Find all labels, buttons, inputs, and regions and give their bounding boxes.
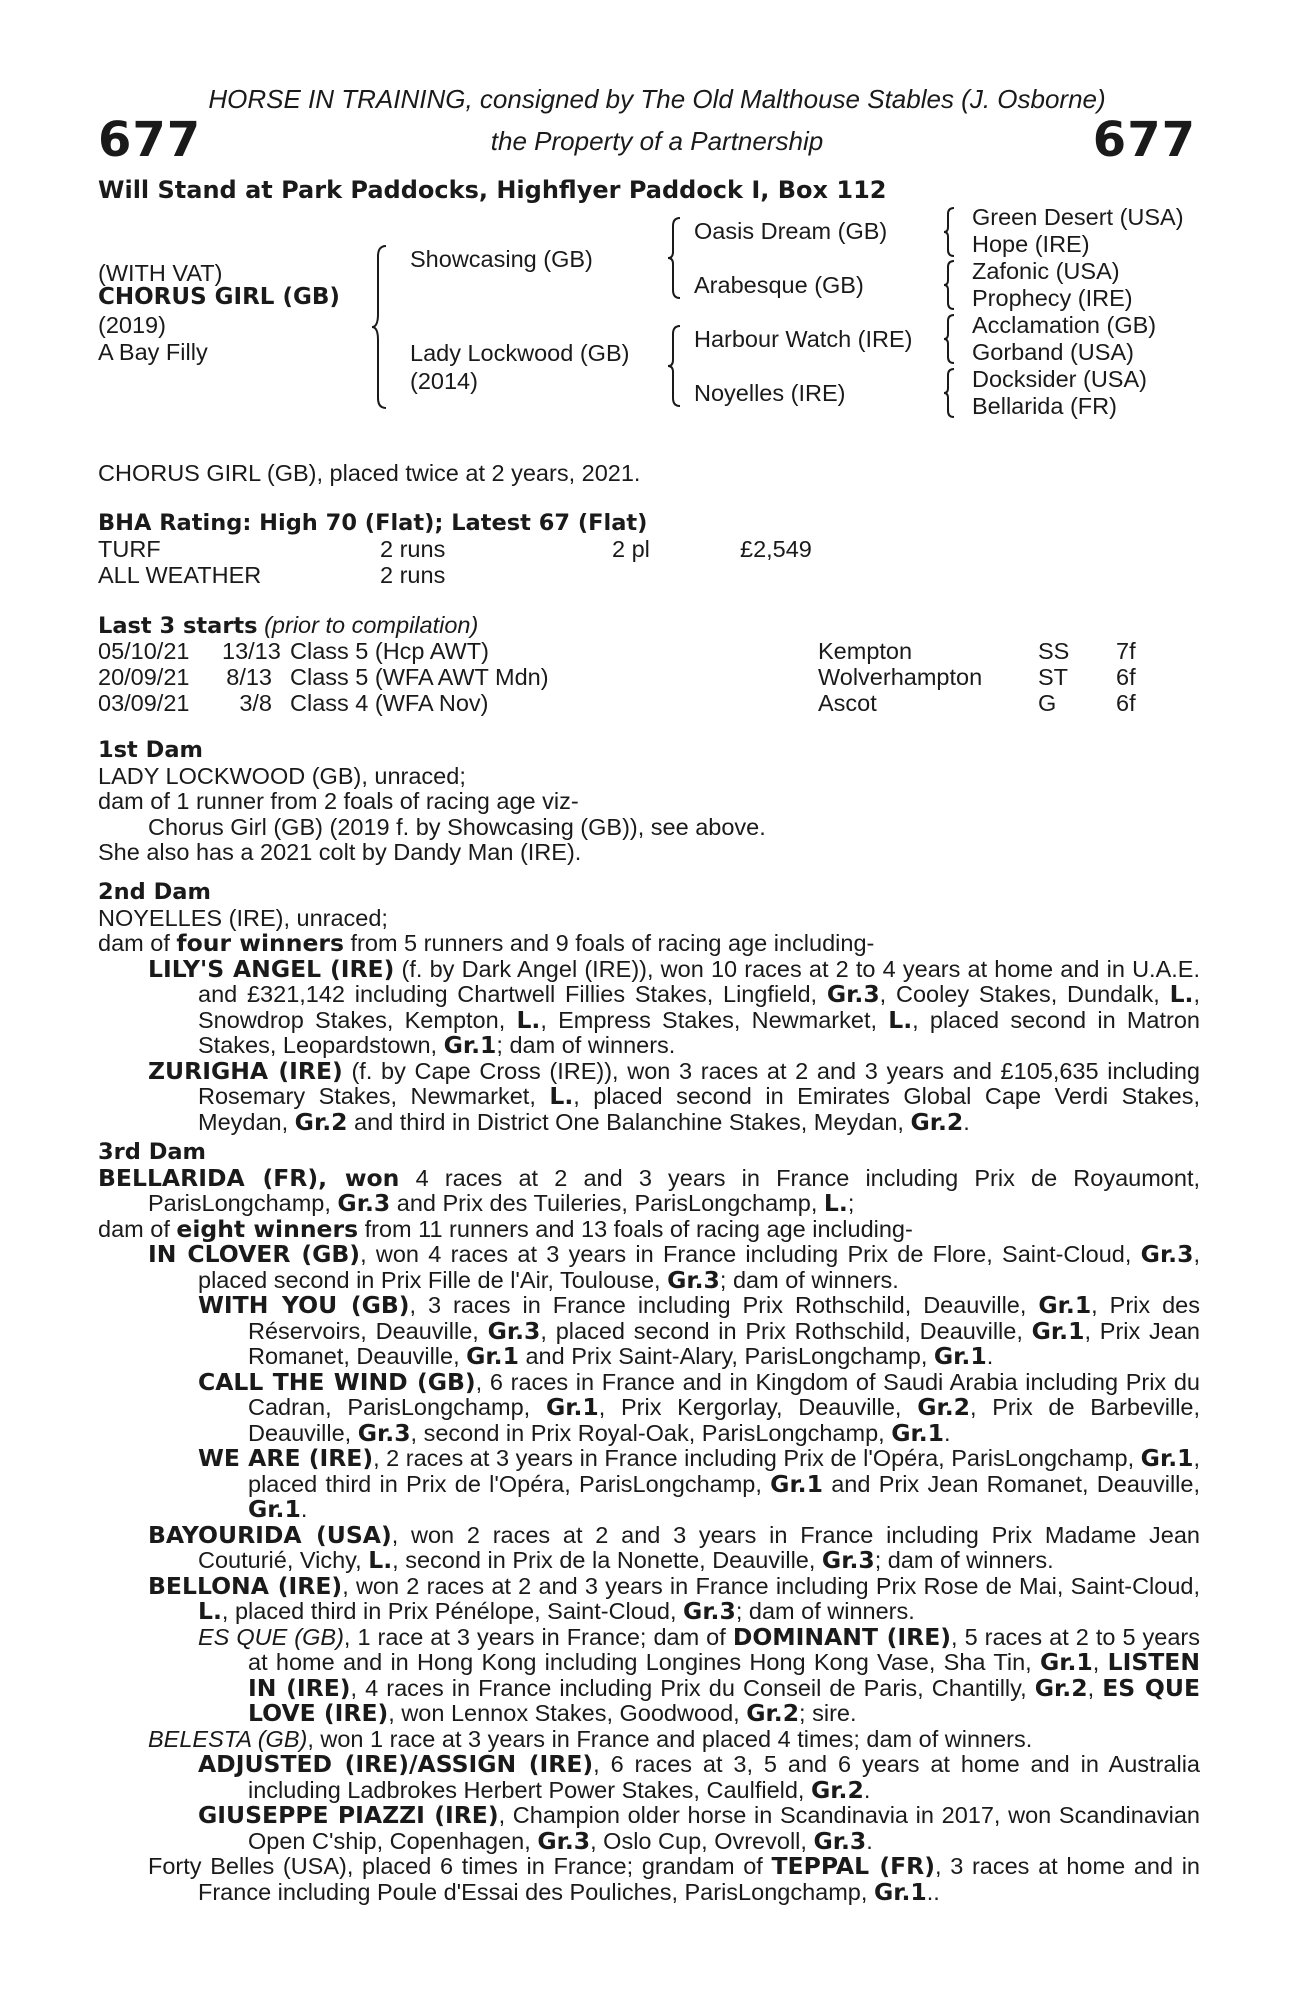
property-line: the Property of a Partnership	[490, 126, 824, 156]
start-course: Ascot	[818, 690, 877, 716]
start-date: 03/09/21	[98, 690, 190, 716]
produce-entry: ADJUSTED (IRE)/ASSIGN (IRE), 6 races at 3, 5 and 6 years at home and in Australia including Ladbrokes Herbert Power Stakes, Caulfield, Gr.2.	[198, 1750, 1200, 1804]
dam-line: dam of 1 runner from 2 foals of racing age viz-	[98, 788, 579, 814]
produce-entry: BELLONA (IRE), won 2 races at 2 and 3 years in France including Prix Rose de Mai, Saint-Cloud, L., placed third in Prix Pénélope, Saint-Cloud, Gr.3; dam of winners.	[148, 1571, 1200, 1625]
third-dam-section	[98, 1140, 1200, 1905]
dam-line: dam of four winners from 5 runners and 9 foals of racing age including-	[98, 929, 875, 957]
start-distance: 6f	[1116, 690, 1136, 716]
start-position: 8/13	[226, 664, 272, 690]
race-summary: CHORUS GIRL (GB), placed twice at 2 years, 2021.	[98, 460, 641, 486]
produce-entry: ZURIGHA (IRE) (f. by Cape Cross (IRE)), won 3 races at 2 and 3 years and £105,635 including Rosemary Stakes, Newmarket, L., placed second in Emirates Global Cape Verdi Stakes, Meydan, Gr.2 and third in District One Balanchine Stakes, Meydan, Gr.2.	[148, 1056, 1200, 1136]
produce-entry: GIUSEPPE PIAZZI (IRE), Champion older horse in Scandinavia in 2017, won Scandinavian Open C'ship, Copenhagen, Gr.3, Oslo Cup, Ovrevoll, Gr.3.	[198, 1801, 1200, 1855]
dam-line: dam of eight winners from 11 runners and 13 foals of racing age including-	[98, 1214, 913, 1243]
start-date: 20/09/21	[98, 664, 190, 690]
earnings: £2,549	[740, 536, 812, 562]
horse-description: A Bay Filly	[98, 339, 208, 365]
last-starts-heading	[98, 612, 478, 639]
section-title: 2nd Dam	[98, 879, 211, 905]
pedigree-brace	[372, 244, 392, 410]
lot-number-right: 677	[1092, 112, 1196, 168]
section-title: 1st Dam	[98, 737, 203, 763]
dam-sire-sire: Acclamation (GB)	[972, 312, 1157, 338]
dam-dam-dam: Bellarida (FR)	[972, 393, 1117, 419]
horse-name: CHORUS GIRL (GB)	[98, 284, 340, 310]
first-dam-section	[98, 738, 1200, 866]
dam-sire-dam: Gorband (USA)	[972, 339, 1134, 365]
sd-brace	[944, 259, 958, 311]
sire-sire-sire: Green Desert (USA)	[972, 204, 1184, 230]
foaling-year: (2019)	[98, 312, 166, 338]
start-distance: 6f	[1116, 664, 1136, 690]
produce-entry: WITH YOU (GB), 3 races in France including Prix Rothschild, Deauville, Gr.1, Prix des Réservoirs, Deauville, Gr.3, placed second in Prix Rothschild, Deauville, Gr.1, Prix Jean Romanet, Deauville, Gr.1 and Prix Saint-Alary, ParisLongchamp, Gr.1.	[198, 1291, 1200, 1370]
lot-number-left: 677	[98, 112, 202, 168]
dam: Lady Lockwood (GB)	[410, 340, 630, 366]
produce-entry: CALL THE WIND (GB), 6 races in France and in Kingdom of Saudi Arabia including Prix du Cadran, ParisLongchamp, Gr.1, Prix Kergorlay, Deauville, Gr.2, Prix de Barbeville, Deauville, Gr.3, second in Prix Royal-Oak, ParisLongchamp, Gr.1.	[198, 1367, 1201, 1447]
last-starts-title: Last 3 starts	[98, 613, 258, 639]
dam-entry: BELLARIDA (FR), won 4 races at 2 and 3 years in France including Prix de Royaumont, ParisLongchamp, Gr.3 and Prix des Tuileries, ParisLongchamp, L.;	[98, 1163, 1201, 1217]
produce-entry: IN CLOVER (GB), won 4 races at 3 years in France including Prix de Flore, Saint-Cloud, Gr.3, placed second in Prix Fille de l'Air, Toulouse, Gr.3; dam of winners.	[148, 1240, 1200, 1294]
dam-line: LADY LOCKWOOD (GB), unraced;	[98, 762, 466, 789]
dam-line: She also has a 2021 colt by Dandy Man (IRE).	[98, 839, 582, 865]
sire-sire-dam: Hope (IRE)	[972, 231, 1090, 257]
runs: 2 runs	[380, 562, 446, 588]
produce-entry: BELESTA (GB), won 1 race at 3 years in France and placed 4 times; dam of winners.	[148, 1725, 1033, 1752]
start-going: ST	[1038, 664, 1069, 690]
dd-brace	[944, 367, 958, 419]
start-going: G	[1038, 690, 1057, 716]
placed: 2 pl	[612, 536, 650, 562]
produce-entry: BAYOURIDA (USA), won 2 races at 2 and 3 years in France including Prix Madame Jean Couturié, Vichy, L., second in Prix de la Nonette, Deauville, Gr.3; dam of winners.	[148, 1520, 1200, 1574]
consignor-line: HORSE IN TRAINING, consigned by The Old Malthouse Stables (J. Osborne)	[208, 84, 1106, 114]
dam-dam: Noyelles (IRE)	[694, 380, 846, 406]
start-distance: 7f	[1116, 638, 1136, 664]
start-position: 3/8	[239, 690, 272, 716]
surface: ALL WEATHER	[98, 562, 262, 588]
sire-brace	[668, 216, 684, 300]
start-course: Kempton	[818, 638, 913, 664]
vat-label: (WITH VAT)	[98, 260, 223, 286]
produce-entry: Forty Belles (USA), placed 6 times in France; grandam of TEPPAL (FR), 3 races at home and in France including Poule d'Essai des Pouliches, ParisLongchamp, Gr.1..	[148, 1852, 1200, 1906]
start-date: 05/10/21	[98, 638, 190, 664]
produce-line: Chorus Girl (GB) (2019 f. by Showcasing (GB)), see above.	[148, 813, 766, 840]
produce-entry: ES QUE (GB), 1 race at 3 years in France; dam of DOMINANT (IRE), 5 races at 2 to 5 years at home and in Hong Kong including Longines Hong Kong Vase, Sha Tin, Gr.1, LISTEN IN (IRE), 4 races in France including Prix du Conseil de Paris, Chantilly, Gr.2, ES QUE LOVE (IRE), won Lennox Stakes, Goodwood, Gr.2; sire.	[198, 1622, 1201, 1727]
runs: 2 runs	[380, 536, 446, 562]
start-course: Wolverhampton	[818, 664, 983, 690]
section-title: 3rd Dam	[98, 1139, 206, 1165]
second-dam-section	[98, 880, 1200, 1135]
dam-year: (2014)	[410, 368, 478, 394]
start-race: Class 4 (WFA Nov)	[290, 690, 489, 716]
dam-line: NOYELLES (IRE), unraced;	[98, 904, 388, 931]
dam-dam-sire: Docksider (USA)	[972, 366, 1147, 392]
ds-brace	[944, 313, 958, 365]
stand-location: Will Stand at Park Paddocks, Highflyer Paddock I, Box 112	[98, 176, 887, 204]
produce-entry: WE ARE (IRE), 2 races at 3 years in France including Prix de l'Opéra, ParisLongchamp, Gr.1, placed third in Prix de l'Opéra, ParisLongchamp, Gr.1 and Prix Jean Romanet, Deauville, Gr.1.	[198, 1444, 1201, 1523]
start-going: SS	[1038, 638, 1070, 664]
bha-rating: BHA Rating: High 70 (Flat); Latest 67 (Flat)	[98, 510, 648, 536]
last-starts-subtitle: (prior to compilation)	[264, 612, 479, 638]
sire-dam-dam: Prophecy (IRE)	[972, 285, 1133, 311]
dam-brace	[668, 324, 684, 408]
dam-sire: Harbour Watch (IRE)	[694, 326, 913, 352]
sire-dam-sire: Zafonic (USA)	[972, 258, 1120, 284]
sire: Showcasing (GB)	[410, 246, 593, 272]
start-race: Class 5 (Hcp AWT)	[290, 638, 489, 664]
ss-brace	[944, 206, 958, 258]
sire-sire: Oasis Dream (GB)	[694, 218, 888, 244]
start-position: 13/13	[222, 638, 281, 664]
produce-entry: LILY'S ANGEL (IRE) (f. by Dark Angel (IRE)), won 10 races at 2 to 4 years at home and in U.A.E. and £321,142 including Chartwell Fillies Stakes, Lingfield, Gr.3, Cooley Stakes, Dundalk, L., Snowdrop Stakes, Kempton, L., Empress Stakes, Newmarket, L., placed second in Matron Stakes, Leopardstown, Gr.1; dam of winners.	[148, 954, 1201, 1059]
surface: TURF	[98, 536, 161, 562]
sire-dam: Arabesque (GB)	[694, 272, 864, 298]
start-race: Class 5 (WFA AWT Mdn)	[290, 664, 549, 690]
